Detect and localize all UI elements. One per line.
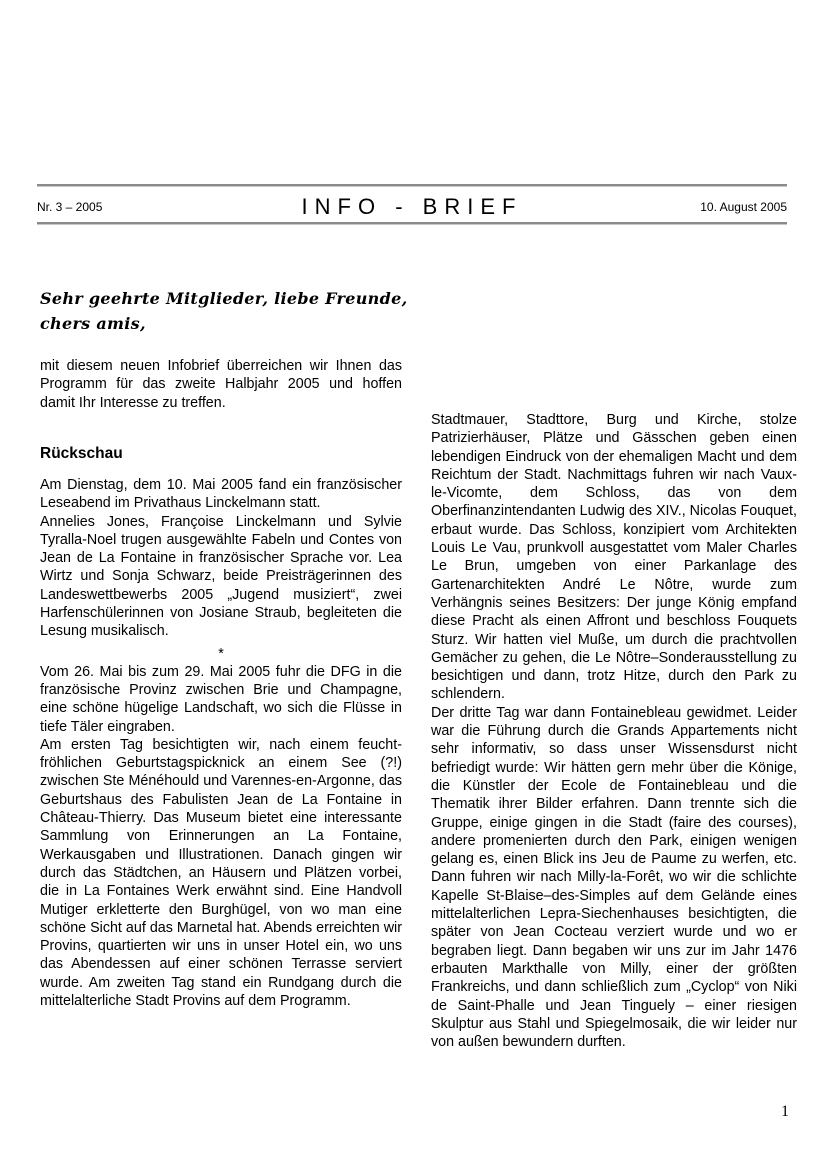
right-column-body: [431, 411, 797, 1051]
newsletter-title: INFO - BRIEF: [301, 194, 523, 219]
intro-paragraph: [40, 357, 402, 412]
paragraph: Der dritte Tag war dann Fontainebleau gewidmet. Leider war die Führung durch die Grands Appartements nicht sehr informativ, so dass unser Wissensdurst nicht befriedigt wurde: Wir hätten gern mehr über die Könige, die Künstler der Ecole de Fontainebleau und die Thematik ihrer Bilder erfahren. Dann trennte sich die Gruppe, einige gingen in die Stadt (faire des courses), andere promenierten durch den Park, einigen wenigen gelang es, einen Blick ins Jeu de Paume zu werfen, etc. Dann fuhren wir nach Milly-la-Forêt, wo wir die schlichte Kapelle St-Blaise–des-Simples auf dem Gelände eines mittelalterlichen Lepra-Siechenhauses besichtigten, die später von Jean Cocteau verziert wurde und wo er begraben liegt. Dann begaben wir uns zur im Jahr 1476 erbauten Markthalle von Milly, einer der größten Frankreichs, und dann schließlich zum „Cyclop“ von Niki de Saint-Phalle und Jean Tinguely – einer riesigen Skulptur aus Stahl und Spiegelmosaik, die wir leider nur von außen bewundern durften.: [431, 704, 797, 1051]
paragraph: Annelies Jones, Françoise Linckelmann und Sylvie Tyralla-Noel trugen ausgewählte Fabeln und Contes von Jean de La Fontaine in französischer Sprache vor. Lea Wirtz und Sonja Schwarz, beide Preisträgerinnen des Landeswettbewerbs 2005 „Jugend musiziert“, zwei Harfenschülerinnen von Josiane Straub, begleiteten die Lesung musikalisch.: [40, 513, 402, 640]
newsletter-header: [37, 194, 787, 218]
section-heading-rueckschau: Rückschau: [40, 445, 123, 462]
paragraph: Am Dienstag, dem 10. Mai 2005 fand ein französischer Leseabend im Privathaus Linckelmann statt.: [40, 477, 402, 512]
salutation: [40, 286, 420, 336]
paragraph: Stadtmauer, Stadttore, Burg und Kirche, stolze Patrizierhäuser, Plätze und Gässchen geben einen lebendigen Eindruck von der ehemaligen Macht und dem Reichtum der Stadt. Nachmittags fuhren wir nach Vaux-le-Vicomte, dem Schloss, das von dem Oberfinanzintendanten Ludwig des XIV., Nicolas Fouquet, erbaut wurde. Das Schloss, konzipiert vom Architekten Louis Le Vau, prunkvoll ausgestattet vom Maler Charles Le Brun, umgeben von einer Parkanlage des Gartenarchitekten André Le Nôtre, wurde zum Verhängnis seines Besitzers: Der junge König empfand diese Pracht als einen Affront und beschloss Fouquets Sturz. Wir hatten viel Muße, um durch die prachtvollen Gemächer zu gehen, die Le Nôtre–Sonderausstellung zu besichtigen und dann, trotz Hitze, durch den Park zu schlendern.: [431, 412, 797, 703]
salutation-line-1: Sehr geehrte Mitglieder, liebe Freunde,: [40, 289, 408, 308]
header-top-rule: [37, 184, 787, 187]
paragraph: Vom 26. Mai bis zum 29. Mai 2005 fuhr die DFG in die französische Provinz zwischen Brie und Champagne, eine schöne hügelige Landschaft, wo sich die Flüsse in tiefe Täler eingraben.: [40, 663, 402, 735]
paragraph: Am ersten Tag besichtigten wir, nach einem feucht-fröhlichen Geburtstagspicknick an einem See (?!) zwischen Ste Ménéhould und Varennes-en-Argonne, das Geburtshaus des Fabulisten Jean de La Fontaine in Château-Thierry. Das Museum bietet eine interessante Sammlung von Erinnerungen an La Fontaine, Werkausgaben und Illustrationen. Danach gingen wir durch das Städtchen, an Häusern und Plätzen vorbei, die in La Fontaines Werk erwähnt sind. Eine Handvoll Mutiger erkletterte den Burghügel, von wo man eine schöne Sicht auf das Marnetal hat. Abends erreichten wir Provins, quartierten wir uns in unser Hotel ein, wo uns das Abendessen auf einer schönen Terrasse serviert wurde. Am zweiten Tag stand ein Rundgang durch die mittelalterliche Stadt Provins auf dem Programm.: [40, 736, 402, 1010]
section-separator: *: [218, 645, 224, 662]
rueckschau-body: [40, 476, 402, 1010]
header-bottom-rule: [37, 222, 787, 225]
intro-text: mit diesem neuen Infobrief überreichen wir Ihnen das Programm für das zweite Halbjahr 2005 und hoffen damit Ihr Interesse zu treffen.: [40, 358, 402, 411]
issue-date: 10. August 2005: [700, 200, 787, 214]
page-number: 1: [781, 1103, 789, 1120]
salutation-line-2: chers amis,: [40, 314, 146, 333]
issue-number: Nr. 3 – 2005: [37, 200, 103, 214]
